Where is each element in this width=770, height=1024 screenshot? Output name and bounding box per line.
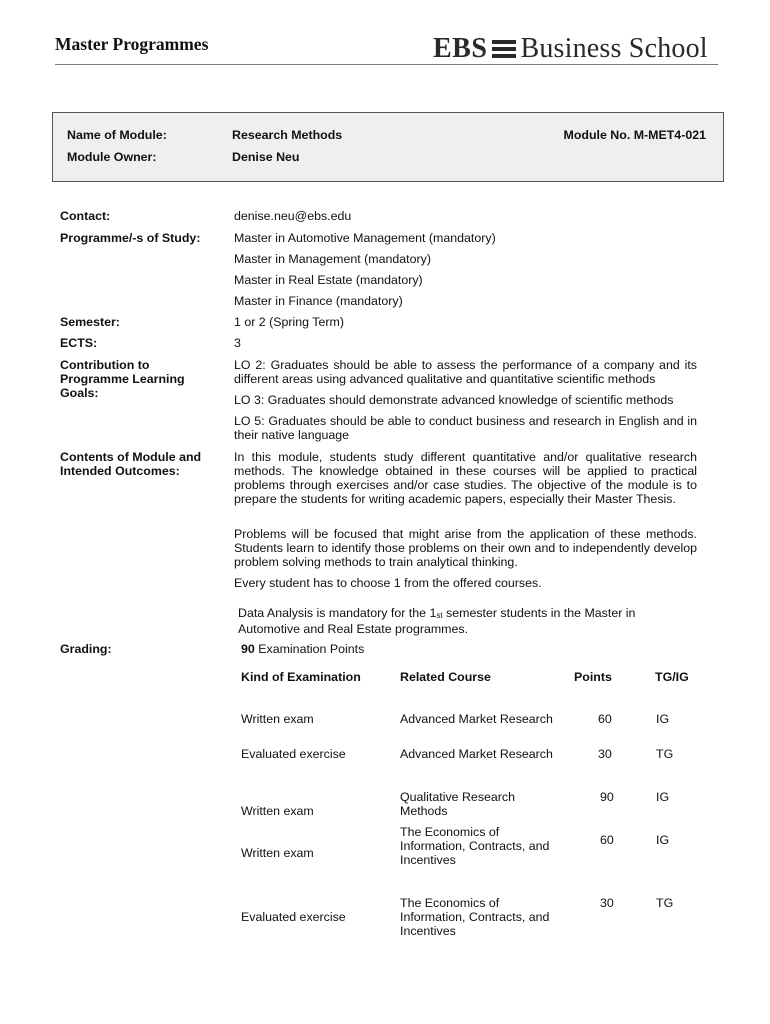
- module-name-label: Name of Module:: [67, 128, 167, 142]
- module-info-box: [52, 112, 724, 182]
- table-cell-type: TG: [656, 747, 674, 761]
- table-cell-kind: Written exam: [241, 712, 314, 726]
- module-owner-value: Denise Neu: [232, 150, 300, 164]
- contents-paragraph: Problems will be focused that might arise from the application of these methods. Students learn to identify those problems on their own and to independently develop problem solving methods to train analytical thinking.: [234, 527, 697, 569]
- header-divider: [55, 64, 718, 65]
- mandatory-note: [238, 606, 668, 636]
- programme-item: Master in Finance (mandatory): [234, 294, 403, 308]
- contents-paragraph: In this module, students study different quantitative and/or qualitative research methods. The knowledge obtained in these courses will be applied to practical problems through exercises and/or case studies. The objective of the module is to prepare the students for writing academic papers, especially their Master Thesis.: [234, 450, 697, 506]
- table-cell-course: Qualitative Research Methods: [400, 790, 516, 818]
- contents-paragraph: Every student has to choose 1 from the offered courses.: [234, 576, 542, 590]
- contact-label: Contact:: [60, 209, 111, 223]
- table-cell-points: 30: [600, 896, 614, 910]
- table-header-points: Points: [574, 670, 612, 684]
- table-header-kind: Kind of Examination: [241, 670, 361, 684]
- contact-email-link[interactable]: denise.neu@ebs.edu: [234, 209, 352, 223]
- module-owner-label: Module Owner:: [67, 150, 157, 164]
- table-cell-course: Advanced Market Research: [400, 747, 553, 761]
- mandatory-note-superscript: st: [436, 611, 443, 620]
- table-cell-kind: Written exam: [241, 804, 314, 818]
- table-cell-course: The Economics of Information, Contracts, and Incentives: [400, 825, 550, 867]
- module-name-value: Research Methods: [232, 128, 343, 142]
- mandatory-note-end: semester students in the Master in Automotive and Real Estate programmes.: [238, 606, 636, 636]
- learning-goals-label: Contribution to Programme Learning Goals:: [60, 358, 185, 400]
- logo-bars-icon: [492, 40, 516, 58]
- table-cell-type: IG: [656, 790, 670, 804]
- table-cell-points: 30: [598, 747, 612, 761]
- learning-goal-item: LO 3: Graduates should demonstrate advanced knowledge of scientific methods: [234, 393, 674, 407]
- semester-label: Semester:: [60, 315, 120, 329]
- table-cell-course: The Economics of Information, Contracts, and Incentives: [400, 896, 550, 938]
- table-header-course: Related Course: [400, 670, 491, 684]
- ebs-logo: [433, 33, 708, 65]
- contents-label: Contents of Module and Intended Outcomes:: [60, 450, 202, 478]
- semester-value: 1 or 2 (Spring Term): [234, 315, 344, 329]
- table-cell-kind: Evaluated exercise: [241, 910, 346, 924]
- programmes-label: Programme/-s of Study:: [60, 231, 201, 245]
- logo-ebs-text: EBS: [433, 33, 488, 64]
- table-cell-course: Advanced Market Research: [400, 712, 553, 726]
- grading-points: [241, 642, 364, 656]
- table-cell-kind: Written exam: [241, 846, 314, 860]
- programme-item: Master in Automotive Management (mandatory): [234, 231, 496, 245]
- page-title: Master Programmes: [55, 34, 209, 54]
- grading-points-number: 90: [241, 642, 255, 656]
- grading-label: Grading:: [60, 642, 112, 656]
- table-cell-type: IG: [656, 712, 670, 726]
- ects-value: 3: [234, 336, 241, 350]
- table-cell-type: TG: [656, 896, 674, 910]
- module-number: Module No. M-MET4-021: [563, 128, 706, 142]
- logo-business-school-text: Business School: [520, 33, 708, 64]
- programme-item: Master in Real Estate (mandatory): [234, 273, 423, 287]
- table-cell-kind: Evaluated exercise: [241, 747, 346, 761]
- learning-goal-item: LO 2: Graduates should be able to assess the performance of a company and its different areas using advanced qualitative and quantitative scientific methods: [234, 358, 697, 386]
- table-header-type: TG/IG: [655, 670, 689, 684]
- ects-label: ECTS:: [60, 336, 98, 350]
- mandatory-note-start: Data Analysis is mandatory for the 1: [238, 606, 437, 620]
- grading-points-text: Examination Points: [258, 642, 365, 656]
- table-cell-type: IG: [656, 833, 670, 847]
- programme-item: Master in Management (mandatory): [234, 252, 431, 266]
- table-cell-points: 60: [598, 712, 612, 726]
- table-cell-points: 60: [600, 833, 614, 847]
- learning-goal-item: LO 5: Graduates should be able to conduct business and research in English and in their native language: [234, 414, 697, 442]
- table-cell-points: 90: [600, 790, 614, 804]
